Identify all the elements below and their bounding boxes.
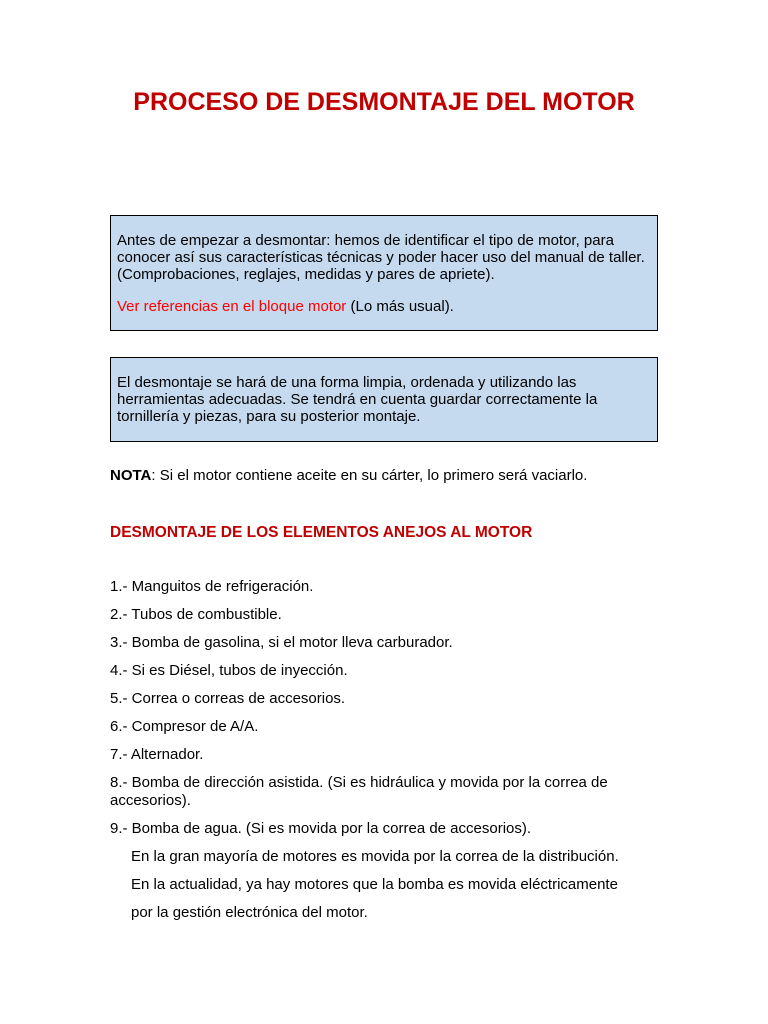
- note-paragraph: [110, 467, 587, 485]
- intro-text: Antes de empezar a desmontar: hemos de identificar el tipo de motor, para conocer así sus características técnicas y poder hacer uso del manual de taller. (Comprobaciones, reglajes, medidas y pares de apriete).: [117, 232, 645, 283]
- steps-list: [110, 578, 650, 848]
- step-item: 1.- Manguitos de refrigeración.: [110, 578, 314, 595]
- step-item: 7.- Alternador.: [110, 746, 204, 763]
- reference-line: [117, 298, 647, 315]
- note-line: por la gestión electrónica del motor.: [131, 904, 368, 921]
- intro-info-box: [110, 215, 658, 331]
- cleanliness-info-box: [110, 357, 658, 442]
- step-item: 8.- Bomba de dirección asistida. (Si es hidráulica y movida por la correa de accesorios).: [110, 774, 608, 809]
- reference-suffix: (Lo más usual).: [346, 298, 454, 315]
- cleanliness-text: El desmontaje se hará de una forma limpia, ordenada y utilizando las herramientas adecuadas. Se tendrá en cuenta guardar correctamente la tornillería y piezas, para su posterior montaje.: [117, 374, 598, 425]
- water-pump-notes: [131, 848, 671, 932]
- reference-link[interactable]: Ver referencias en el bloque motor: [117, 298, 347, 315]
- step-item: 4.- Si es Diésel, tubos de inyección.: [110, 662, 348, 679]
- section-heading: DESMONTAJE DE LOS ELEMENTOS ANEJOS AL MOTOR: [110, 524, 533, 541]
- step-item: 6.- Compresor de A/A.: [110, 718, 259, 735]
- note-line: En la gran mayoría de motores es movida por la correa de la distribución.: [131, 848, 619, 865]
- step-item: 9.- Bomba de agua. (Si es movida por la correa de accesorios).: [110, 820, 532, 837]
- step-item: 3.- Bomba de gasolina, si el motor lleva carburador.: [110, 634, 453, 651]
- note-text: : Si el motor contiene aceite en su cárter, lo primero será vaciarlo.: [151, 467, 588, 484]
- note-label: NOTA: [110, 467, 152, 484]
- step-item: 2.- Tubos de combustible.: [110, 606, 282, 623]
- note-line: En la actualidad, ya hay motores que la bomba es movida eléctricamente: [131, 876, 618, 893]
- page-title: PROCESO DE DESMONTAJE DEL MOTOR: [133, 88, 635, 116]
- step-item: 5.- Correa o correas de accesorios.: [110, 690, 346, 707]
